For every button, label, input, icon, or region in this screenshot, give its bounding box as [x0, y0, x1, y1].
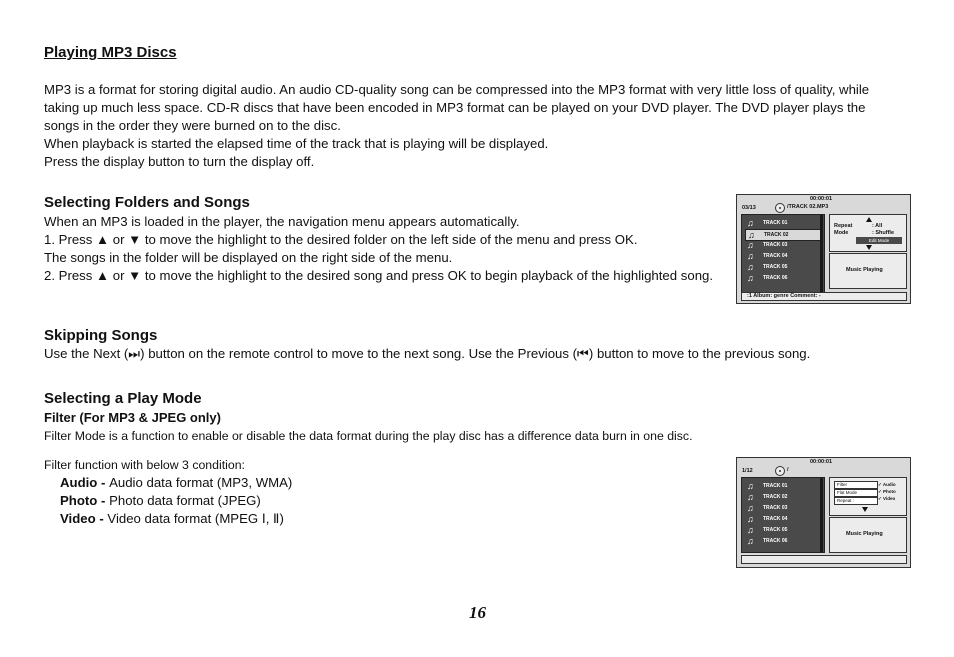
- skipping-line: Use the Next (⏭) button on the remote control to move to the next song. Use the Previous (⏮) button to move to the previous song.: [44, 346, 811, 361]
- intro-line: songs in the order they were burned on to the disc.: [44, 118, 341, 133]
- track-list: [741, 477, 825, 553]
- info-bar: [741, 292, 907, 301]
- repeat-label: Repeat: [834, 223, 853, 229]
- filter-item-label: Audio: [60, 475, 98, 490]
- filter-panel: [829, 477, 907, 516]
- intro-line: When playback is started the elapsed time of the track that is playing will be displayed.: [44, 136, 549, 151]
- section-heading-skipping: Skipping Songs: [44, 327, 158, 344]
- filter-option[interactable]: Filter: [834, 481, 878, 489]
- edit-mode-button[interactable]: Edit Mode: [856, 237, 902, 244]
- filter-item-video: Video - Video data format (MPEG Ⅰ, Ⅱ): [60, 511, 284, 526]
- scrollbar[interactable]: [820, 478, 823, 552]
- folders-line: When an MP3 is loaded in the player, the navigation menu appears automatically.: [44, 214, 520, 229]
- music-note-icon: ♫: [748, 230, 755, 240]
- track-row[interactable]: ♫ TRACK 06: [747, 536, 788, 546]
- track-path: /TRACK 02.MP3: [787, 204, 829, 210]
- arrow-down-icon[interactable]: [866, 245, 872, 250]
- scrollbar[interactable]: [820, 215, 823, 295]
- music-note-icon: ♫: [747, 273, 754, 283]
- flat-mode-option[interactable]: Flat Mode: [834, 489, 878, 497]
- page-number: 16: [469, 603, 486, 622]
- mode-value: : Shuffle: [872, 230, 894, 236]
- check-photo[interactable]: ✓ Photo: [878, 489, 896, 494]
- folders-instructions: [44, 213, 713, 285]
- track-row[interactable]: ♫ TRACK 05: [747, 262, 788, 272]
- disc-icon: [775, 466, 785, 476]
- music-note-icon: ♫: [747, 536, 754, 546]
- intro-line: MP3 is a format for storing digital audio. An audio CD-quality song can be compressed into the MP3 format with very little loss of quality, while: [44, 82, 870, 97]
- repeat-value: : All: [872, 223, 883, 229]
- music-note-icon: ♫: [747, 251, 754, 261]
- music-note-icon: ♫: [747, 492, 754, 502]
- elapsed-time: 00:00:01: [810, 196, 833, 202]
- filter-item-text: Audio data format (MP3, WMA): [109, 475, 293, 490]
- playing-status: Music Playing: [846, 267, 883, 273]
- page-title: Playing MP3 Discs: [44, 44, 177, 61]
- filter-item-label: Photo: [60, 493, 98, 508]
- folders-line: 1. Press ▲ or ▼ to move the highlight to the desired folder on the left side of the menu and press OK.: [44, 232, 638, 247]
- track-row[interactable]: ♫ TRACK 06: [747, 273, 788, 283]
- intro-paragraph: [44, 81, 869, 171]
- mode-label: Mode: [834, 230, 849, 236]
- section-heading-play-mode: Selecting a Play Mode: [44, 390, 202, 407]
- intro-line: taking up much less space. CD-R discs that have been encoded in MP3 format can be played on your DVD player. The DVD player plays the: [44, 100, 866, 115]
- track-row[interactable]: ♫ TRACK 03: [747, 240, 788, 250]
- music-note-icon: ♫: [747, 514, 754, 524]
- filter-subheading: Filter (For MP3 & JPEG only): [44, 410, 221, 425]
- filter-item-photo: Photo - Photo data format (JPEG): [60, 493, 261, 508]
- repeat-option[interactable]: Repeat :: [834, 497, 878, 505]
- music-note-icon: ♫: [747, 240, 754, 250]
- arrow-down-icon[interactable]: [862, 507, 868, 512]
- track-row[interactable]: ♫ TRACK 01: [747, 481, 788, 491]
- intro-line: Press the display button to turn the display off.: [44, 154, 315, 169]
- elapsed-time: 00:00:01: [810, 459, 833, 465]
- music-note-icon: ♫: [747, 218, 754, 228]
- filter-item-label: Video: [60, 511, 96, 526]
- check-video[interactable]: ✓ Video: [878, 496, 896, 501]
- track-counter: 03/13: [742, 205, 756, 211]
- status-panel: [829, 517, 907, 553]
- track-row-highlighted[interactable]: ♫ TRACK 02: [745, 229, 821, 241]
- info-bar: [741, 555, 907, 564]
- check-audio[interactable]: ✓ Audio: [878, 482, 896, 487]
- music-note-icon: ♫: [747, 481, 754, 491]
- check-icon: ✓: [878, 489, 882, 494]
- music-note-icon: ♫: [747, 525, 754, 535]
- folders-line: 2. Press ▲ or ▼ to move the highlight to the desired song and press OK to begin playback of the highlighted song.: [44, 268, 714, 283]
- music-note-icon: ♫: [747, 503, 754, 513]
- filter-mode-screen: [736, 457, 911, 568]
- track-row[interactable]: ♫ TRACK 04: [747, 514, 788, 524]
- settings-panel: [829, 214, 907, 252]
- folders-line: The songs in the folder will be displayed on the right side of the menu.: [44, 250, 453, 265]
- track-list: [741, 214, 825, 296]
- music-note-icon: ♫: [747, 262, 754, 272]
- track-row[interactable]: ♫ TRACK 01: [747, 218, 788, 228]
- status-panel: [829, 253, 907, 289]
- filter-item-text: Photo data format (JPEG): [109, 493, 261, 508]
- track-row[interactable]: ♫ TRACK 03: [747, 503, 788, 513]
- filter-item-audio: Audio - Audio data format (MP3, WMA): [60, 475, 293, 490]
- mp3-navigation-screen: [736, 194, 911, 304]
- track-path: /: [787, 467, 789, 473]
- track-row[interactable]: ♫ TRACK 05: [747, 525, 788, 535]
- filter-description: Filter Mode is a function to enable or disable the data format during the play disc has a difference data burn in one disc.: [44, 429, 693, 443]
- check-icon: ✓: [878, 482, 882, 487]
- album-info: :1 Album: genre Comment: -: [747, 293, 821, 299]
- playing-status: Music Playing: [846, 531, 883, 537]
- track-row[interactable]: ♫ TRACK 04: [747, 251, 788, 261]
- disc-icon: [775, 203, 785, 213]
- track-row[interactable]: ♫ TRACK 02: [747, 492, 788, 502]
- filter-condition: Filter function with below 3 condition:: [44, 458, 245, 472]
- track-counter: 1/12: [742, 468, 753, 474]
- arrow-up-icon[interactable]: [866, 217, 872, 222]
- filter-item-text: Video data format (MPEG Ⅰ, Ⅱ): [107, 511, 284, 526]
- check-icon: ✓: [878, 496, 882, 501]
- section-heading-folders: Selecting Folders and Songs: [44, 194, 250, 211]
